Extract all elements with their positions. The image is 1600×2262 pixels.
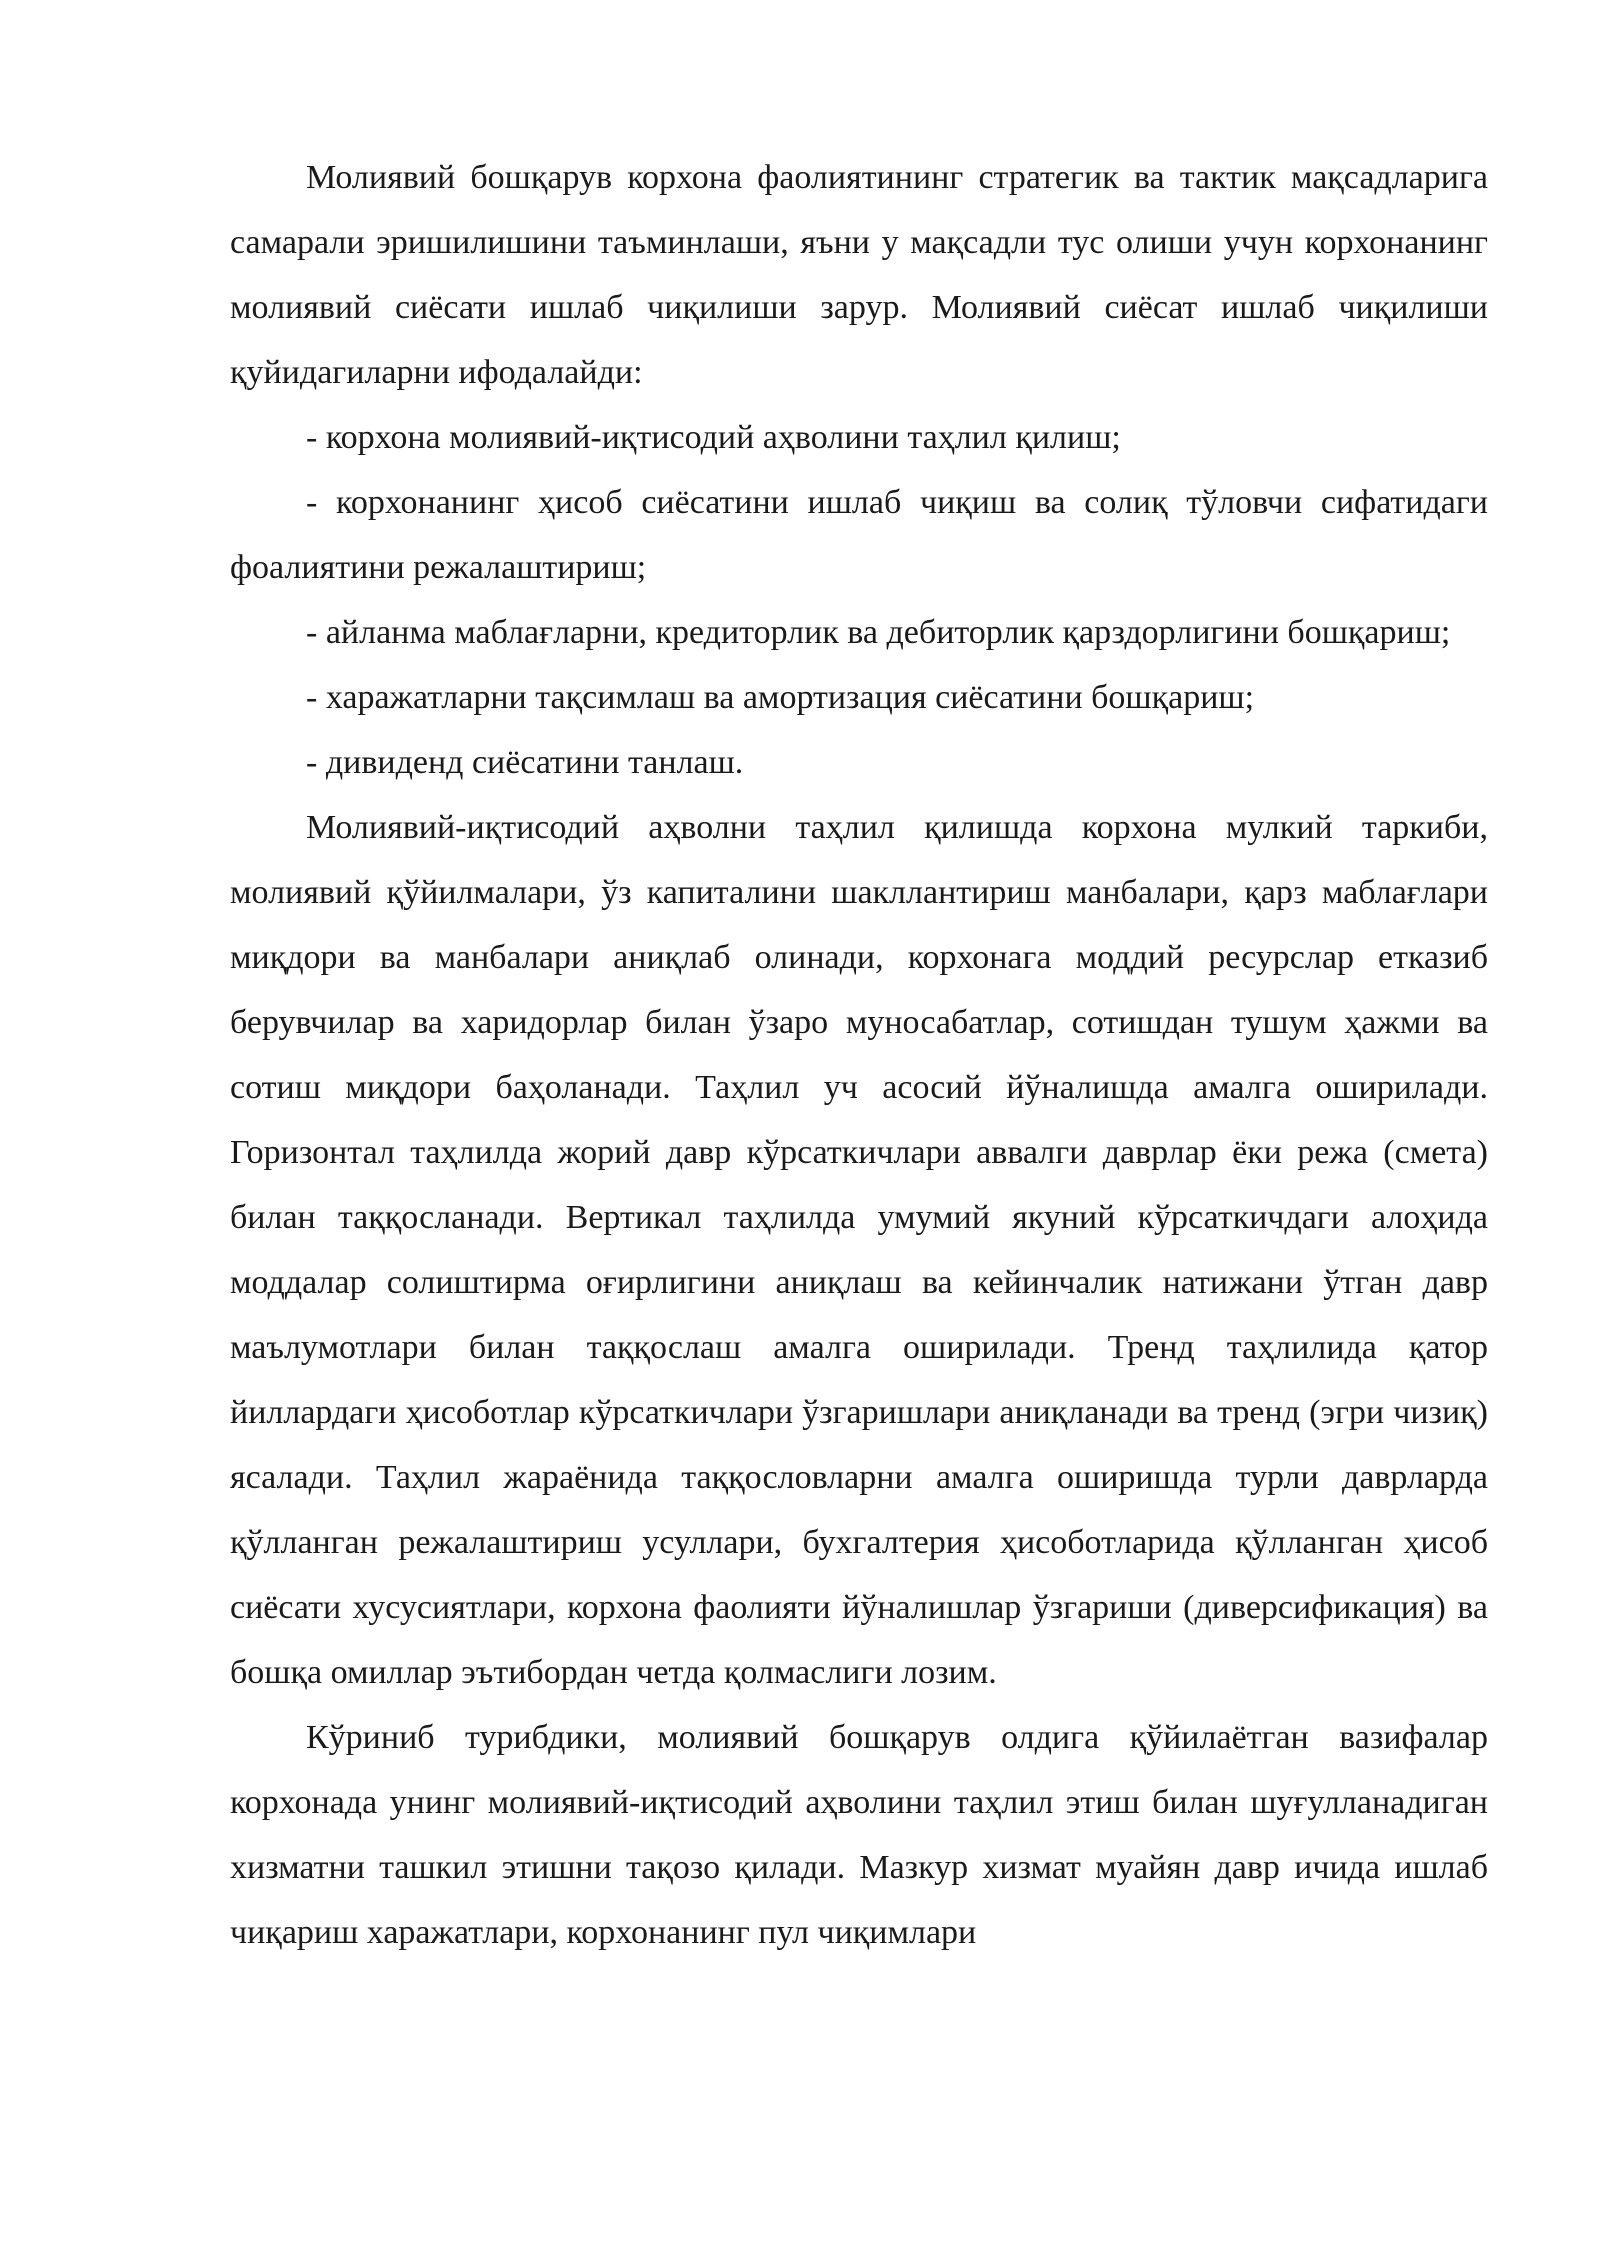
paragraph-financial-management: Молиявий бошқарув корхона фаолиятининг стратегик ва тактик мақсадларига самарали эришилишини таъминлаши, яъни у мақсадли тус олиши учун корхонанинг молиявий сиёсати ишлаб чиқилиши зарур. Молиявий сиёсат ишлаб чиқилиши қуйидагиларни ифодалайди:	[230, 159, 1488, 391]
list-item-analysis: - корхона молиявий-иқтисодий аҳволини таҳлил қилиш;	[306, 419, 1121, 456]
list-item-dividend: - дивиденд сиёсатини танлаш.	[306, 744, 744, 781]
paragraph-conclusion: Кўриниб турибдики, молиявий бошқарув олдига қўйилаётган вазифалар корхонада унинг молиявий-иқтисодий аҳволини таҳлил этиш билан шуғулланадиган хизматни ташкил этишни тақозо қилади. Мазкур хизмат муайян давр ичида ишлаб чиқариш харажатлари, корхонанинг пул чиқимлари	[230, 1719, 1488, 1951]
paragraph-economic-analysis: Молиявий-иқтисодий аҳволни таҳлил қилишда корхона мулкий таркиби, молиявий қўйилмалари, ўз капиталини шакллантириш манбалари, қарз маблағлари миқдори ва манбалари аниқлаб олинади, корхонага моддий ресурслар етказиб берувчилар ва харидорлар билан ўзаро муносабатлар, сотишдан тушум ҳажми ва сотиш миқдори баҳоланади. Таҳлил уч асосий йўналишда амалга оширилади. Горизонтал таҳлилда жорий давр кўрсаткичлари аввалги даврлар ёки режа (смета) билан таққосланади. Вертикал таҳлилда умумий якуний кўрсаткичдаги алоҳида моддалар солиштирма оғирлигини аниқлаш ва кейинчалик натижани ўтган давр маълумотлари билан таққослаш амалга оширилади. Тренд таҳлилида қатор йиллардаги ҳисоботлар кўрсаткичлари ўзгаришлари аниқланади ва тренд (эгри чизиқ) ясалади. Таҳлил жараёнида таққословларни амалга оширишда турли даврларда қўлланган режалаштириш усуллари, бухгалтерия ҳисоботларида қўлланган ҳисоб сиёсати хусусиятлари, корхона фаолияти йўналишлар ўзгариши (диверсификация) ва бошқа омиллар эътибордан четда қолмаслиги лозим.	[230, 809, 1488, 1691]
list-item-working-capital: - айланма маблағларни, кредиторлик ва дебиторлик қарздорлигини бошқариш;	[306, 614, 1451, 651]
list-item-costs: - харажатларни тақсимлаш ва амортизация сиёсатини бошқариш;	[306, 679, 1255, 716]
list-item-accounting-policy: - корхонанинг ҳисоб сиёсатини ишлаб чиқиш ва солиқ тўловчи сифатидаги фоалиятини режалаштириш;	[230, 484, 1488, 586]
document-page	[230, 145, 1488, 1965]
